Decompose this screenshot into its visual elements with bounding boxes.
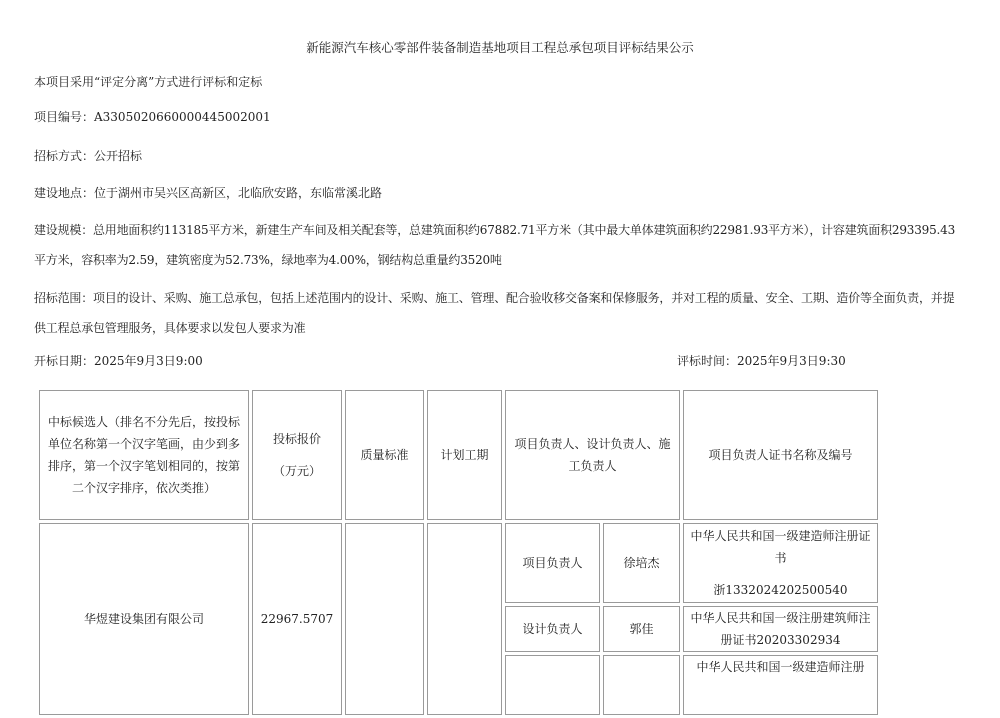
design-role: 设计负责人 [505, 606, 600, 652]
bid-result-table [36, 387, 881, 718]
tender-mode: 招标方式：公开招标 [34, 149, 143, 163]
header-price-label: 投标报价 [272, 432, 321, 446]
construct-role [505, 655, 600, 715]
document-title: 新能源汽车核心零部件装备制造基地项目工程总承包项目评标结果公示 [306, 40, 694, 55]
pm-cert-name: 中华人民共和国一级建造师注册证书 [690, 529, 871, 565]
construction-location: 建设地点：位于湖州市吴兴区高新区，北临欣安路，东临常溪北路 [34, 186, 383, 200]
evaluation-method: 本项目采用“评定分离”方式进行评标和定标 [34, 75, 263, 89]
dates-row [34, 352, 864, 369]
header-persons: 项目负责人、设计负责人、施工负责人 [505, 390, 680, 520]
header-period: 计划工期 [427, 390, 502, 520]
construction-scale: 建设规模：总用地面积约113185平方米，新建生产车间及相关配套等，总建筑面积约67882.71平方米（其中最大单体建筑面积约22981.93平方米），计容建筑面积293395.43平方米，容积率为2.59，建筑密度为52.73%，绿地率为4.00%，钢结构总重量约3520吨 [34, 223, 956, 267]
header-candidate: 中标候选人（排名不分先后，按投标单位名称第一个汉字笔画，由少到多排序，第一个汉字笔划相同的，按第二个汉字排序，依次类推） [39, 390, 249, 520]
header-quality: 质量标准 [345, 390, 424, 520]
construct-cert: 中华人民共和国一级建造师注册 [683, 655, 878, 715]
design-cert: 中华人民共和国一级注册建筑师注册证书20203302934 [683, 606, 878, 652]
header-price-unit: （万元） [272, 464, 321, 478]
pm-cert [683, 523, 878, 603]
tender-scope: 招标范围：项目的设计、采购、施工总承包，包括上述范围内的设计、采购、施工、管理、配合验收移交备案和保修服务，并对工程的质量、安全、工期、造价等全面负责，并提供工程总承包管理服务，具体要求以发包人要求为准 [34, 291, 955, 335]
construct-name [603, 655, 680, 715]
table-row [39, 523, 878, 603]
design-name: 郭佳 [603, 606, 680, 652]
evaluation-date: 评标时间：2025年9月3日9:30 [677, 354, 846, 368]
planned-period [427, 523, 502, 715]
pm-name: 徐培杰 [603, 523, 680, 603]
open-date: 开标日期：2025年9月3日9:00 [34, 354, 203, 368]
pm-cert-number: 浙1332024202500540 [713, 583, 848, 597]
candidate-company: 华煜建设集团有限公司 [39, 523, 249, 715]
quality-standard [345, 523, 424, 715]
pm-role: 项目负责人 [505, 523, 600, 603]
header-price [252, 390, 342, 520]
project-number: 项目编号：A3305020660000445002001 [34, 110, 271, 124]
table-header-row [39, 390, 878, 520]
bid-price: 22967.5707 [252, 523, 342, 715]
header-cert: 项目负责人证书名称及编号 [683, 390, 878, 520]
